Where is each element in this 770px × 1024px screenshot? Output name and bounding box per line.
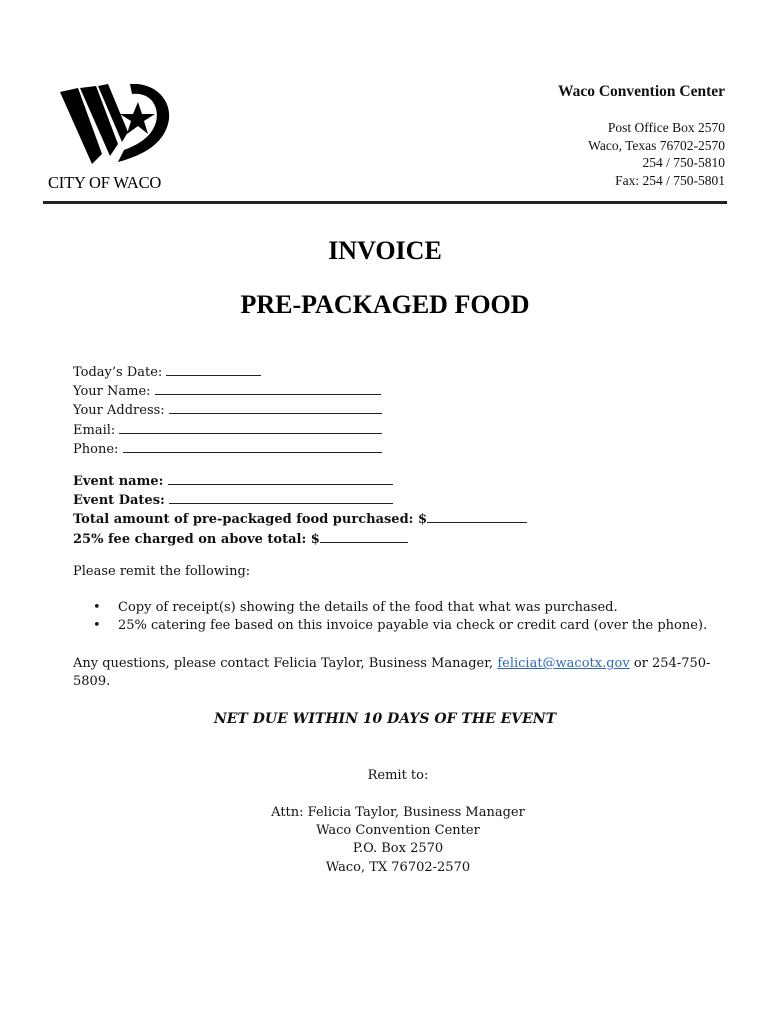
document-title: INVOICE (328, 236, 442, 265)
event-name-row (73, 472, 713, 491)
organization-name: Waco Convention Center (557, 83, 725, 100)
remit-list (93, 599, 733, 635)
event-dates-label: Event Dates: (73, 493, 165, 509)
net-due-notice: NET DUE WITHIN 10 DAYS OF THE EVENT (213, 711, 557, 727)
header-divider (43, 201, 727, 204)
phone-label: Phone: (73, 441, 119, 457)
todays-date-label: Today’s Date: (73, 365, 163, 380)
event-fields (73, 472, 713, 549)
document-subtitle: PRE-PACKAGED FOOD (240, 290, 530, 319)
your-name-blank[interactable] (155, 382, 381, 395)
remit-address-line: P.O. Box 2570 (352, 841, 444, 857)
questions-text: Any questions, please contact Felicia Taylor, Business Manager, (73, 656, 498, 671)
remit-instructions: Please remit the following: (73, 564, 251, 579)
event-dates-row (73, 491, 713, 510)
remit-address-line: Attn: Felicia Taylor, Business Manager (271, 805, 525, 820)
list-item (93, 617, 733, 635)
remit-to-label: Remit to: (367, 768, 429, 783)
list-item-text: 25% catering fee based on this invoice payable via check or credit card (over the phone). (118, 618, 708, 634)
remit-address-block (0, 804, 770, 877)
event-dates-blank[interactable] (169, 491, 393, 504)
your-name-row (73, 382, 713, 401)
remit-address-line: Waco Convention Center (316, 823, 480, 839)
organization-address-block (558, 83, 725, 189)
logo-wordmark: CITY OF WACO (48, 173, 162, 192)
email-row (73, 421, 713, 440)
phone-row (73, 440, 713, 459)
fee-blank[interactable] (320, 530, 408, 543)
your-address-label: Your Address: (73, 403, 165, 419)
contact-fields (73, 363, 713, 459)
fee-label: 25% fee charged on above total: $ (73, 531, 320, 547)
your-address-blank[interactable] (169, 401, 382, 414)
email-link[interactable]: feliciat@wacotx.gov (497, 656, 630, 671)
total-amount-row (73, 510, 713, 529)
contact-questions (73, 655, 713, 691)
event-name-blank[interactable] (168, 472, 393, 485)
todays-date-blank[interactable] (166, 363, 261, 376)
todays-date-row (73, 363, 713, 382)
email-blank[interactable] (119, 421, 382, 434)
remit-address-line: Waco, TX 76702-2570 (325, 859, 471, 875)
total-amount-label: Total amount of pre-packaged food purchased: $ (73, 512, 428, 528)
total-amount-blank[interactable] (427, 510, 527, 523)
email-label: Email: (73, 422, 116, 438)
questions-phone: or 254-750-5809. (73, 656, 711, 690)
fax-line: Fax: 254 / 750-5801 (615, 172, 725, 188)
list-item (93, 599, 733, 617)
fee-row (73, 530, 713, 549)
phone-blank[interactable] (123, 440, 382, 453)
phone-line: 254 / 750-5810 (642, 155, 725, 171)
city-of-waco-logo (46, 84, 186, 196)
bullet-icon: • (93, 600, 101, 615)
waco-w-star-icon (52, 84, 172, 170)
list-item-text: Copy of receipt(s) showing the details of the food that what was purchased. (118, 600, 618, 615)
address-line: Waco, Texas 76702-2570 (588, 137, 725, 153)
event-name-label: Event name: (73, 474, 164, 489)
address-line: Post Office Box 2570 (607, 120, 725, 135)
your-name-label: Your Name: (73, 384, 151, 400)
bullet-icon: • (93, 618, 101, 634)
your-address-row (73, 401, 713, 420)
